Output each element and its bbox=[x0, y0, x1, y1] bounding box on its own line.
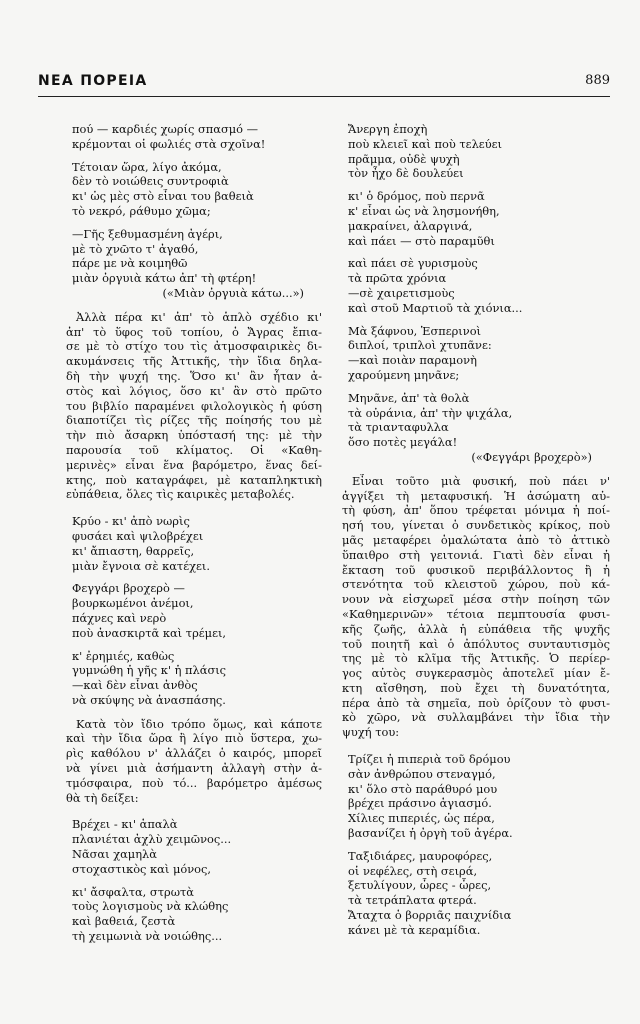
prose-line: παρουσία τοῦ κλίματος. Οἱ «Καθη- bbox=[66, 442, 322, 457]
verse-line: κι' ἄπιαστη, θαρρεῖς, bbox=[72, 543, 195, 558]
verse-line: κ' εἶναι ὡς νὰ λησμονήθη, bbox=[348, 203, 500, 218]
verse-line: πάχνες καὶ νερὸ bbox=[72, 610, 167, 625]
verse-line: ποὺ κλειεῖ καὶ ποὺ τελεύει bbox=[348, 136, 502, 151]
verse-stanza bbox=[66, 885, 322, 944]
prose-line: του βιβλίο παραμένει φιλολογικὸς ἡ φύση bbox=[66, 398, 322, 413]
prose-line: δὴ τὴν ψυχή της. Ὅσο κι' ἂν ἦταν ἀ- bbox=[66, 368, 322, 383]
prose-line: της μὲ τὸ κλῖμα τῆς Ἀττικῆς. Ὁ περίερ- bbox=[342, 651, 610, 666]
prose-line: εὐπάθεια, ὅλες τὶς καιρικὲς μεταβολές. bbox=[66, 487, 295, 502]
prose-line: στὸς καὶ λόγιος, ὅσο κι' ἂν στὸ πρῶτο bbox=[66, 383, 322, 398]
prose-line: θὰ τὴ δείξει: bbox=[66, 790, 139, 805]
prose-line: ἀγγίξει τὴ μεταφυσική. Ἡ ἀσώματη αὐ- bbox=[342, 488, 610, 503]
prose-line: νὰ γίνει μιὰ ἀσήμαντη ἀλλαγὴ στὴν ἀ- bbox=[66, 761, 322, 776]
verse-line: —σὲ χαιρετισμοὺς bbox=[348, 285, 455, 300]
verse-line: ποὺ ἀνασκιρτᾶ καὶ τρέμει, bbox=[72, 625, 227, 640]
verse-line: τὴ χειμωνιὰ νὰ νοιώθης... bbox=[72, 929, 223, 944]
prose-line: ἀπ' τὸ ὕφος τοῦ τοπίου, ὁ Ἄγρας ἔπια- bbox=[66, 324, 322, 339]
prose-line: στενότητα τοῦ κλειστοῦ χώρου, ποὺ κά- bbox=[342, 577, 610, 592]
prose-line: ὕπαιθρο στὴ γειτονιά. Γιατὶ δὲν εἶναι ἡ bbox=[342, 547, 610, 562]
verse-line: Κρύο - κι' ἀπὸ νωρὶς bbox=[72, 514, 190, 529]
verse-line: χαρούμενη μηνᾶνε; bbox=[348, 367, 460, 382]
verse-line: πρᾶμμα, οὐδὲ ψυχὴ bbox=[348, 151, 460, 166]
verse-line: πού — καρδιές χωρίς σπασμό — bbox=[72, 122, 258, 136]
prose-line: ἔκταση τοῦ φυσικοῦ περιβάλλοντος ἢ ἡ bbox=[342, 562, 610, 577]
verse-line: («Μιὰν ὀργυιὰ κάτω...») bbox=[162, 285, 304, 300]
prose-line: μερινὲς» εἶναι ἕνα βαρόμετρο, ἕνας δεί- bbox=[66, 457, 322, 472]
verse-stanza bbox=[66, 160, 322, 219]
verse-line: Ταξιδιάρες, μαυροφόρες, bbox=[348, 848, 493, 863]
verse-stanza bbox=[66, 122, 322, 152]
page-number: 889 bbox=[585, 73, 610, 88]
prose-line: τὴν πιὸ ἄσαρκη ὑπόστασή της: μὲ τὴν bbox=[66, 428, 322, 443]
journal-title: ΝΕΑ ΠΟΡΕΙΑ bbox=[38, 73, 148, 89]
prose-line: «Καθημερινῶν» τέτοια πεμπτουσία φυσι- bbox=[342, 606, 610, 621]
verse-line: («Φεγγάρι βροχερὸ») bbox=[471, 449, 592, 464]
prose-line: κτη αἴσθηση, ποὺ ἔχει τὴ δυνατότητα, bbox=[342, 680, 610, 695]
verse-stanza bbox=[66, 581, 322, 640]
prose-line: μᾶς μεταφέρει ὁμαλώτατα ἀπὸ τὸ ἀττικὸ bbox=[342, 532, 610, 547]
verse-line: Ἄταχτα ὁ βορριᾶς παιχνίδια bbox=[348, 908, 512, 923]
verse-line: γυμνώθη ἡ γῆς κ' ἡ πλάσις bbox=[72, 663, 227, 678]
verse-line: οἱ νεφέλες, στὴ σειρά, bbox=[348, 863, 478, 878]
verse-line: διπλοί, τριπλοὶ χτυπᾶνε: bbox=[348, 338, 492, 353]
verse-line: Μηνᾶνε, ἀπ' τὰ θολὰ bbox=[348, 390, 470, 405]
verse-line: Φεγγάρι βροχερὸ — bbox=[72, 581, 185, 596]
verse-line: μακραίνει, ἀλαργινά, bbox=[348, 218, 473, 233]
verse-line: Τέτοιαν ὥρα, λίγο ἀκόμα, bbox=[72, 159, 222, 174]
verse-line: καὶ πάει σὲ γυρισμοὺς bbox=[348, 256, 478, 271]
verse-stanza bbox=[342, 849, 610, 938]
verse-line: καὶ βαθειά, ζεστὰ bbox=[72, 914, 176, 929]
verse-line: Νᾶσαι χαμηλὰ bbox=[72, 847, 157, 862]
verse-line: φυσάει καὶ ψιλοβρέχει bbox=[72, 528, 204, 543]
prose-line: τοῦ ποιητῆ καὶ ὁ ἀπόλυτος συνταυτισμὸς bbox=[342, 636, 610, 651]
verse-line: Τρίζει ἡ πιπεριὰ τοῦ δρόμου bbox=[348, 752, 511, 767]
verse-line: τὸν ἦχο δὲ δουλεύει bbox=[348, 166, 464, 181]
verse-line: κι' ὅλο στὸ παράθυρό μου bbox=[348, 781, 498, 796]
prose-line: πέρα ἀπὸ τὰ σημεῖα, ποὺ ὁρίζουν τὸ φυσι- bbox=[342, 695, 610, 710]
verse-line: Βρέχει - κι' ἁπαλὰ bbox=[72, 817, 178, 832]
verse-line: τὰ τριανταφυλλα bbox=[348, 420, 449, 435]
verse-stanza bbox=[342, 752, 610, 841]
prose-paragraph bbox=[342, 474, 610, 740]
header-rule bbox=[38, 96, 610, 97]
verse-stanza bbox=[342, 391, 610, 465]
prose-line: καὶ τὴν ἴδια ὥρα ἢ λίγο πιὸ ὕστερα, χω- bbox=[66, 731, 322, 746]
verse-line: κάνει μὲ τὰ κεραμίδια. bbox=[348, 922, 481, 937]
verse-line: Μὰ ξάφνου, Ἑσπερινοὶ bbox=[348, 323, 482, 338]
verse-stanza bbox=[66, 649, 322, 708]
prose-line: σε μὲ τὸ στίχο του τὶς ἀτμοσφαιρικὲς δι- bbox=[66, 339, 322, 354]
prose-line: Κατὰ τὸν ἴδιο τρόπο ὅμως, καὶ κάποτε bbox=[76, 716, 322, 731]
verse-line: κι' ἄσφαλτα, στρωτὰ bbox=[72, 884, 194, 899]
verse-stanza bbox=[342, 122, 610, 181]
page-header bbox=[38, 73, 610, 93]
prose-line: ρὶς καθόλου ν' ἀλλάζει ὁ καιρός, μπορεῖ bbox=[66, 746, 322, 761]
prose-line: ησή του, γίνεται ὁ συνδετικὸς κρίκος, ποὺ bbox=[342, 518, 610, 533]
right-column bbox=[342, 122, 610, 946]
verse-stanza bbox=[342, 189, 610, 248]
verse-line: —καὶ δὲν εἶναι ἀνθὸς bbox=[72, 678, 198, 693]
verse-line: καὶ πάει — στὸ παραμῦθι bbox=[348, 233, 495, 248]
verse-line: τὸ νεκρό, ράθυμο χῶμα; bbox=[72, 203, 211, 218]
verse-line: τὰ οὐράνια, ἀπ' τὴν ψιχάλα, bbox=[348, 405, 513, 420]
verse-line: —Γῆς ξεθυμασμένη ἀγέρι, bbox=[72, 226, 223, 241]
verse-line: κι' ὡς μὲς στὸ εἶναι του βαθειὰ bbox=[72, 189, 254, 204]
verse-line: Ἄνεργη ἐποχὴ bbox=[348, 122, 428, 136]
prose-line: τὴ φύση, ἀπ' ὅπου τρέφεται μόνιμα ἡ ποί- bbox=[342, 503, 610, 518]
verse-line: βασανίζει ἡ ὀργὴ τοῦ ἀγέρα. bbox=[348, 826, 513, 841]
verse-line: βρέχει πράσινο ἁγιασμό. bbox=[348, 796, 492, 811]
verse-line: βουρκωμένοι ἀνέμοι, bbox=[72, 596, 194, 611]
prose-line: γος αὐτὸς συγκερασμὸς ἀποτελεῖ μίαν ἔ- bbox=[342, 666, 610, 681]
prose-line: διαποτίζει τὶς ρίζες τῆς ποίησής του μὲ bbox=[66, 413, 322, 428]
prose-line: κτης, ποὺ καταγράφει, μὲ καταπληκτικὴ bbox=[66, 472, 322, 487]
verse-line: σὰν ἀνθρώπου στεναγμό, bbox=[348, 766, 496, 781]
verse-line: κ' ἐρημιές, καθὼς bbox=[72, 648, 175, 663]
prose-line: κὸ χῶρο, νὰ συλλαμβάνει τὴν ἴδια τὴν bbox=[342, 710, 610, 725]
verse-line: μιὰν ὀργυιὰ κάτω ἀπ' τὴ φτέρη! bbox=[72, 271, 257, 286]
verse-line: πλανιέται ἀχλὺ χειμῶνος... bbox=[72, 832, 232, 847]
verse-line: ξετυλίγουν, ὧρες - ὧρες, bbox=[348, 878, 492, 893]
prose-line: ακυμάνσεις τῆς Ἀττικῆς, τὴν ἴδια δηλα- bbox=[66, 354, 322, 369]
verse-line: καὶ στοῦ Μαρτιοῦ τὰ χιόνια... bbox=[348, 300, 523, 315]
verse-line: μὲ τὸ χνῶτο τ' ἀγαθό, bbox=[72, 241, 199, 256]
verse-line: δὲν τὸ νοιώθεις συντροφιὰ bbox=[72, 174, 229, 189]
verse-line: —καὶ ποιὰν παραμονὴ bbox=[348, 353, 477, 368]
prose-line: Εἶναι τοῦτο μιὰ φυσική, ποὺ πάει ν' bbox=[352, 473, 610, 488]
verse-line: νὰ σκύψης νὰ ἀνασπάσης. bbox=[72, 692, 226, 707]
prose-paragraph bbox=[66, 717, 322, 806]
prose-paragraph bbox=[66, 310, 322, 502]
prose-line: Ἀλλὰ πέρα κι' ἀπ' τὸ ἁπλὸ σχέδιο κι' bbox=[76, 309, 322, 324]
verse-line: τὰ τετράπλατα φτερά. bbox=[348, 893, 477, 908]
verse-line: μιὰν ἔγνοια σὲ κατέχει. bbox=[72, 558, 211, 573]
left-column bbox=[66, 122, 322, 952]
verse-line: τοὺς λογισμοὺς νὰ κλώθης bbox=[72, 899, 229, 914]
verse-line: στοχαστικὸς καὶ μόνος, bbox=[72, 861, 211, 876]
verse-line: κι' ὁ δρόμος, ποὺ περνᾶ bbox=[348, 189, 485, 204]
verse-stanza bbox=[66, 817, 322, 876]
verse-line: κρέμονται οἱ φωλιές στὰ σχοῖνα! bbox=[72, 136, 266, 151]
verse-stanza bbox=[66, 514, 322, 573]
verse-line: τὰ πρῶτα χρόνια bbox=[348, 271, 447, 286]
verse-line: πάρε με νὰ κοιμηθῶ bbox=[72, 256, 188, 271]
verse-line: Χίλιες πιπεριές, ὡς πέρα, bbox=[348, 811, 495, 826]
verse-stanza bbox=[342, 256, 610, 315]
verse-line: ὅσο ποτὲς μεγάλα! bbox=[348, 435, 458, 450]
prose-line: κῆς ζωῆς, ἀλλὰ ἡ εὐπάθεια τῆς ψυχῆς bbox=[342, 621, 610, 636]
verse-stanza bbox=[66, 227, 322, 301]
verse-stanza bbox=[342, 324, 610, 383]
prose-line: τμόσφαιρα, ποὺ τό... βαρόμετρο ἀμέσως bbox=[66, 775, 322, 790]
prose-line: ψυχή του: bbox=[342, 725, 400, 740]
prose-line: νουν νὰ εἰσχωρεῖ μέσα στὴν ποίηση τῶν bbox=[342, 592, 610, 607]
